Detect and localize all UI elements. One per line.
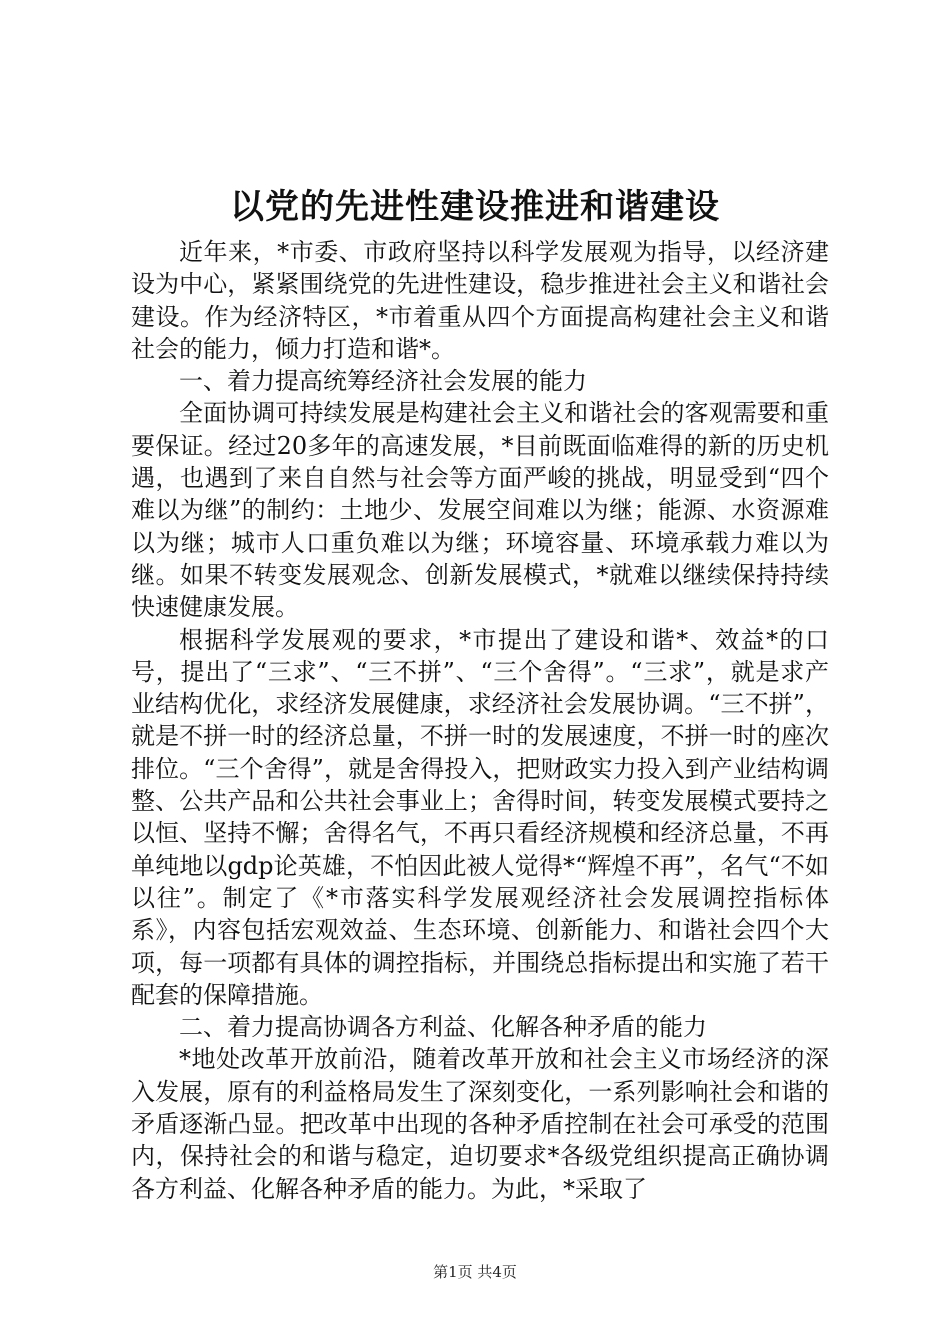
document-title: 以党的先进性建设推进和谐建设	[230, 187, 720, 227]
section-heading-1: 一、着力提高统筹经济社会发展的能力	[179, 367, 587, 396]
paragraph-intro: 近年来，*市委、市政府坚持以科学发展观为指导，以经济建设为中心，紧紧围绕党的先进性建设，稳步推进社会主义和谐社会建设。作为经济特区，*市着重从四个方面提高构建社会主义和谐社会的能力，倾力打造和谐*。	[131, 238, 829, 363]
page-number-footer: 第1页 共4页	[433, 1263, 517, 1281]
section-heading-2: 二、着力提高协调各方利益、化解各种矛盾的能力	[179, 1013, 707, 1042]
paragraph-section2-a: *地处改革开放前沿，随着改革开放和社会主义市场经济的深入发展，原有的利益格局发生了深刻变化，一系列影响社会和谐的矛盾逐渐凸显。把改革中出现的各种矛盾控制在社会可承受的范围内，保持社会的和谐与稳定，迫切要求*各级党组织提高正确协调各方利益、化解各种矛盾的能力。为此，*采取了	[131, 1045, 829, 1203]
paragraph-section1-b: 根据科学发展观的要求，*市提出了建设和谐*、效益*的口号，提出了“三求”、“三不拼”、“三个舍得”。“三求”，就是求产业结构优化，求经济发展健康，求经济社会发展协调。“三不拼”，就是不拼一时的经济总量，不拼一时的发展速度，不拼一时的座次排位。“三个舍得”，就是舍得投入，把财政实力投入到产业结构调整、公共产品和公共社会事业上；舍得时间，转变发展模式要持之以恒、坚持不懈；舍得名气，不再只看经济规模和经济总量，不再单纯地以gdp论英雄，不怕因此被人觉得*“辉煌不再”，名气“不如以往”。制定了《*市落实科学发展观经济社会发展调控指标体系》，内容包括宏观效益、生态环境、创新能力、和谐社会四个大项，每一项都有具体的调控指标，并围绕总指标提出和实施了若干配套的保障措施。	[131, 625, 829, 1009]
document-body	[131, 236, 829, 1205]
paragraph-section1-a: 全面协调可持续发展是构建社会主义和谐社会的客观需要和重要保证。经过20多年的高速发展，*目前既面临难得的新的历史机遇，也遇到了来自自然与社会等方面严峻的挑战，明显受到“四个难以为继”的制约：土地少、发展空间难以为继；能源、水资源难以为继；城市人口重负难以为继；环境容量、环境承载力难以为继。如果不转变发展观念、创新发展模式，*就难以继续保持持续快速健康发展。	[131, 399, 829, 622]
